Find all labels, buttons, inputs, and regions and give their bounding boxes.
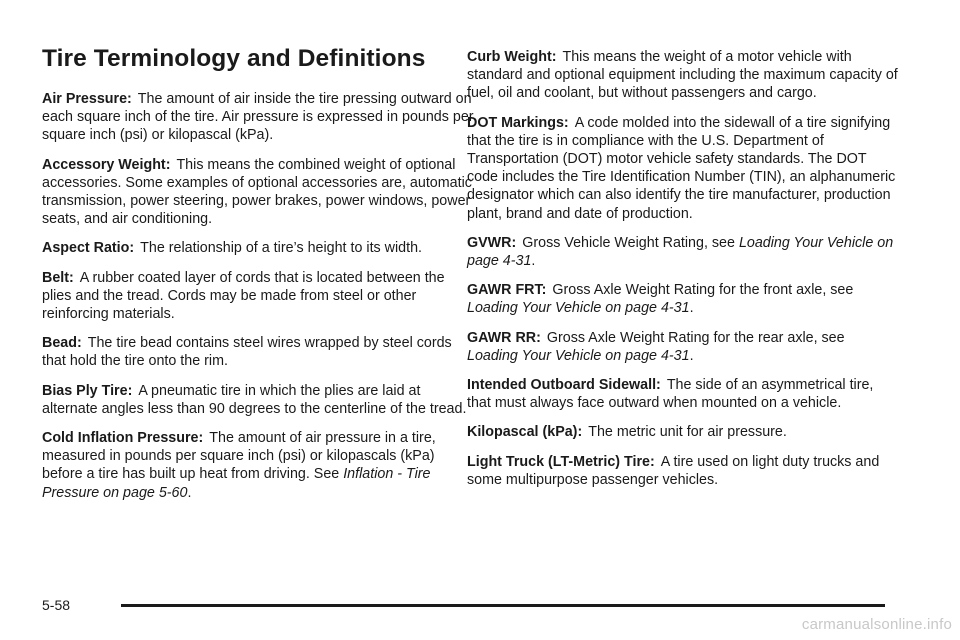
cross-reference-link[interactable]: Inflation - Tire Pressure on page 5-60 (42, 466, 431, 501)
definition-text: A rubber coated layer of cords that is located between the plies and the tread. Cords may be made from steel or other reinforcing materials. (42, 269, 445, 323)
definition-entry (467, 114, 899, 223)
definition-text: The relationship of a tire’s height to its width. (140, 240, 423, 257)
footer-rule (121, 604, 885, 607)
definition-term: Belt: (42, 269, 74, 286)
definition-entry (42, 90, 474, 145)
definition-text: The amount of air inside the tire pressing outward on each square inch of the tire. Air pressure is expressed in pounds per square inch (psi) or kilopascal (kPa). (42, 91, 474, 144)
definition-text: The side of an asymmetrical tire, that must always face outward when mounted on a vehicle. (467, 377, 874, 412)
definition-text: A pneumatic tire in which the plies are laid at alternate angles less than 90 degrees to the centerline of the tread. (42, 382, 467, 417)
definition-text: A tire used on light duty trucks and some multipurpose passenger vehicles. (467, 453, 880, 488)
cross-reference-link[interactable]: Loading Your Vehicle on page 4-31 (467, 234, 894, 270)
definition-text: The amount of air pressure in a tire, measured in pounds per square inch (psi) or kilopascals (kPa) before a tire has built up heat from driving. See (42, 430, 436, 483)
definition-text: Gross Axle Weight Rating for the front axle, see (552, 282, 854, 299)
definition-tail: . (689, 300, 694, 317)
definition-entry (467, 329, 899, 365)
definition-entry (42, 239, 474, 257)
definition-term: DOT Markings: (467, 114, 569, 131)
definition-term: GAWR RR: (467, 329, 541, 346)
definition-term: Accessory Weight: (42, 156, 171, 173)
definition-term: Cold Inflation Pressure: (42, 430, 204, 447)
definition-term: Curb Weight: (467, 49, 557, 65)
definition-entry (467, 48, 899, 103)
definition-term: Bead: (42, 335, 82, 352)
definition-term: Kilopascal (kPa): (467, 424, 583, 441)
page-title: Tire Terminology and Definitions (42, 45, 426, 72)
definition-entry (467, 234, 899, 270)
definition-tail: . (187, 484, 192, 501)
definition-text: This means the combined weight of optional accessories. Some examples of optional accessories are, automatic transmission, power steering, power brakes, power windows, power seats, and air conditioning. (42, 156, 472, 228)
definition-entry (467, 376, 899, 412)
definition-entry (467, 423, 899, 441)
definition-text: This means the weight of a motor vehicle with standard and optional equipment including the maximum capacity of fuel, oil and coolant, but without passengers and cargo. (467, 49, 898, 102)
definition-tail: . (531, 253, 536, 270)
definition-entry (42, 269, 474, 324)
watermark: carmanualsonline.info (801, 616, 952, 633)
definition-term: Aspect Ratio: (42, 240, 135, 257)
left-column (42, 44, 474, 513)
definition-term: Bias Ply Tire: (42, 382, 133, 399)
definition-term: Air Pressure: (42, 91, 132, 107)
definition-entry (42, 334, 474, 370)
cross-reference-link[interactable]: Loading Your Vehicle on page 4-31 (467, 300, 690, 317)
cross-reference-link[interactable]: Loading Your Vehicle on page 4-31 (467, 347, 690, 364)
definition-term: Light Truck (LT-Metric) Tire: (467, 453, 655, 470)
right-definitions (467, 48, 899, 489)
definition-term: GAWR FRT: (467, 282, 547, 299)
definition-term: Intended Outboard Sidewall: (467, 377, 661, 394)
definition-entry (42, 382, 474, 418)
page-number: 5-58 (42, 597, 71, 613)
definition-text: The metric unit for air pressure. (588, 424, 787, 441)
definition-entry (467, 281, 899, 317)
definition-entry (42, 156, 474, 229)
right-column (467, 48, 899, 500)
definition-text: The tire bead contains steel wires wrapped by steel cords that hold the tire onto the rim. (42, 335, 452, 370)
left-definitions (42, 90, 474, 502)
definition-text: A code molded into the sidewall of a tire signifying that the tire is in compliance with the U.S. Department of Transportation (DOT) motor vehicle safety standards. The DOT code includes the Tire Identification Number (TIN), an alphanumeric designator which can also identify the tire manufacturer, production plant, brand and date of production. (467, 114, 896, 222)
definition-term: GVWR: (467, 234, 517, 251)
definition-text: Gross Axle Weight Rating for the rear axle, see (546, 329, 845, 346)
definition-entry (42, 429, 474, 502)
definition-entry (467, 453, 899, 489)
definition-text: Gross Vehicle Weight Rating, see (522, 234, 739, 251)
definition-tail: . (689, 347, 694, 364)
